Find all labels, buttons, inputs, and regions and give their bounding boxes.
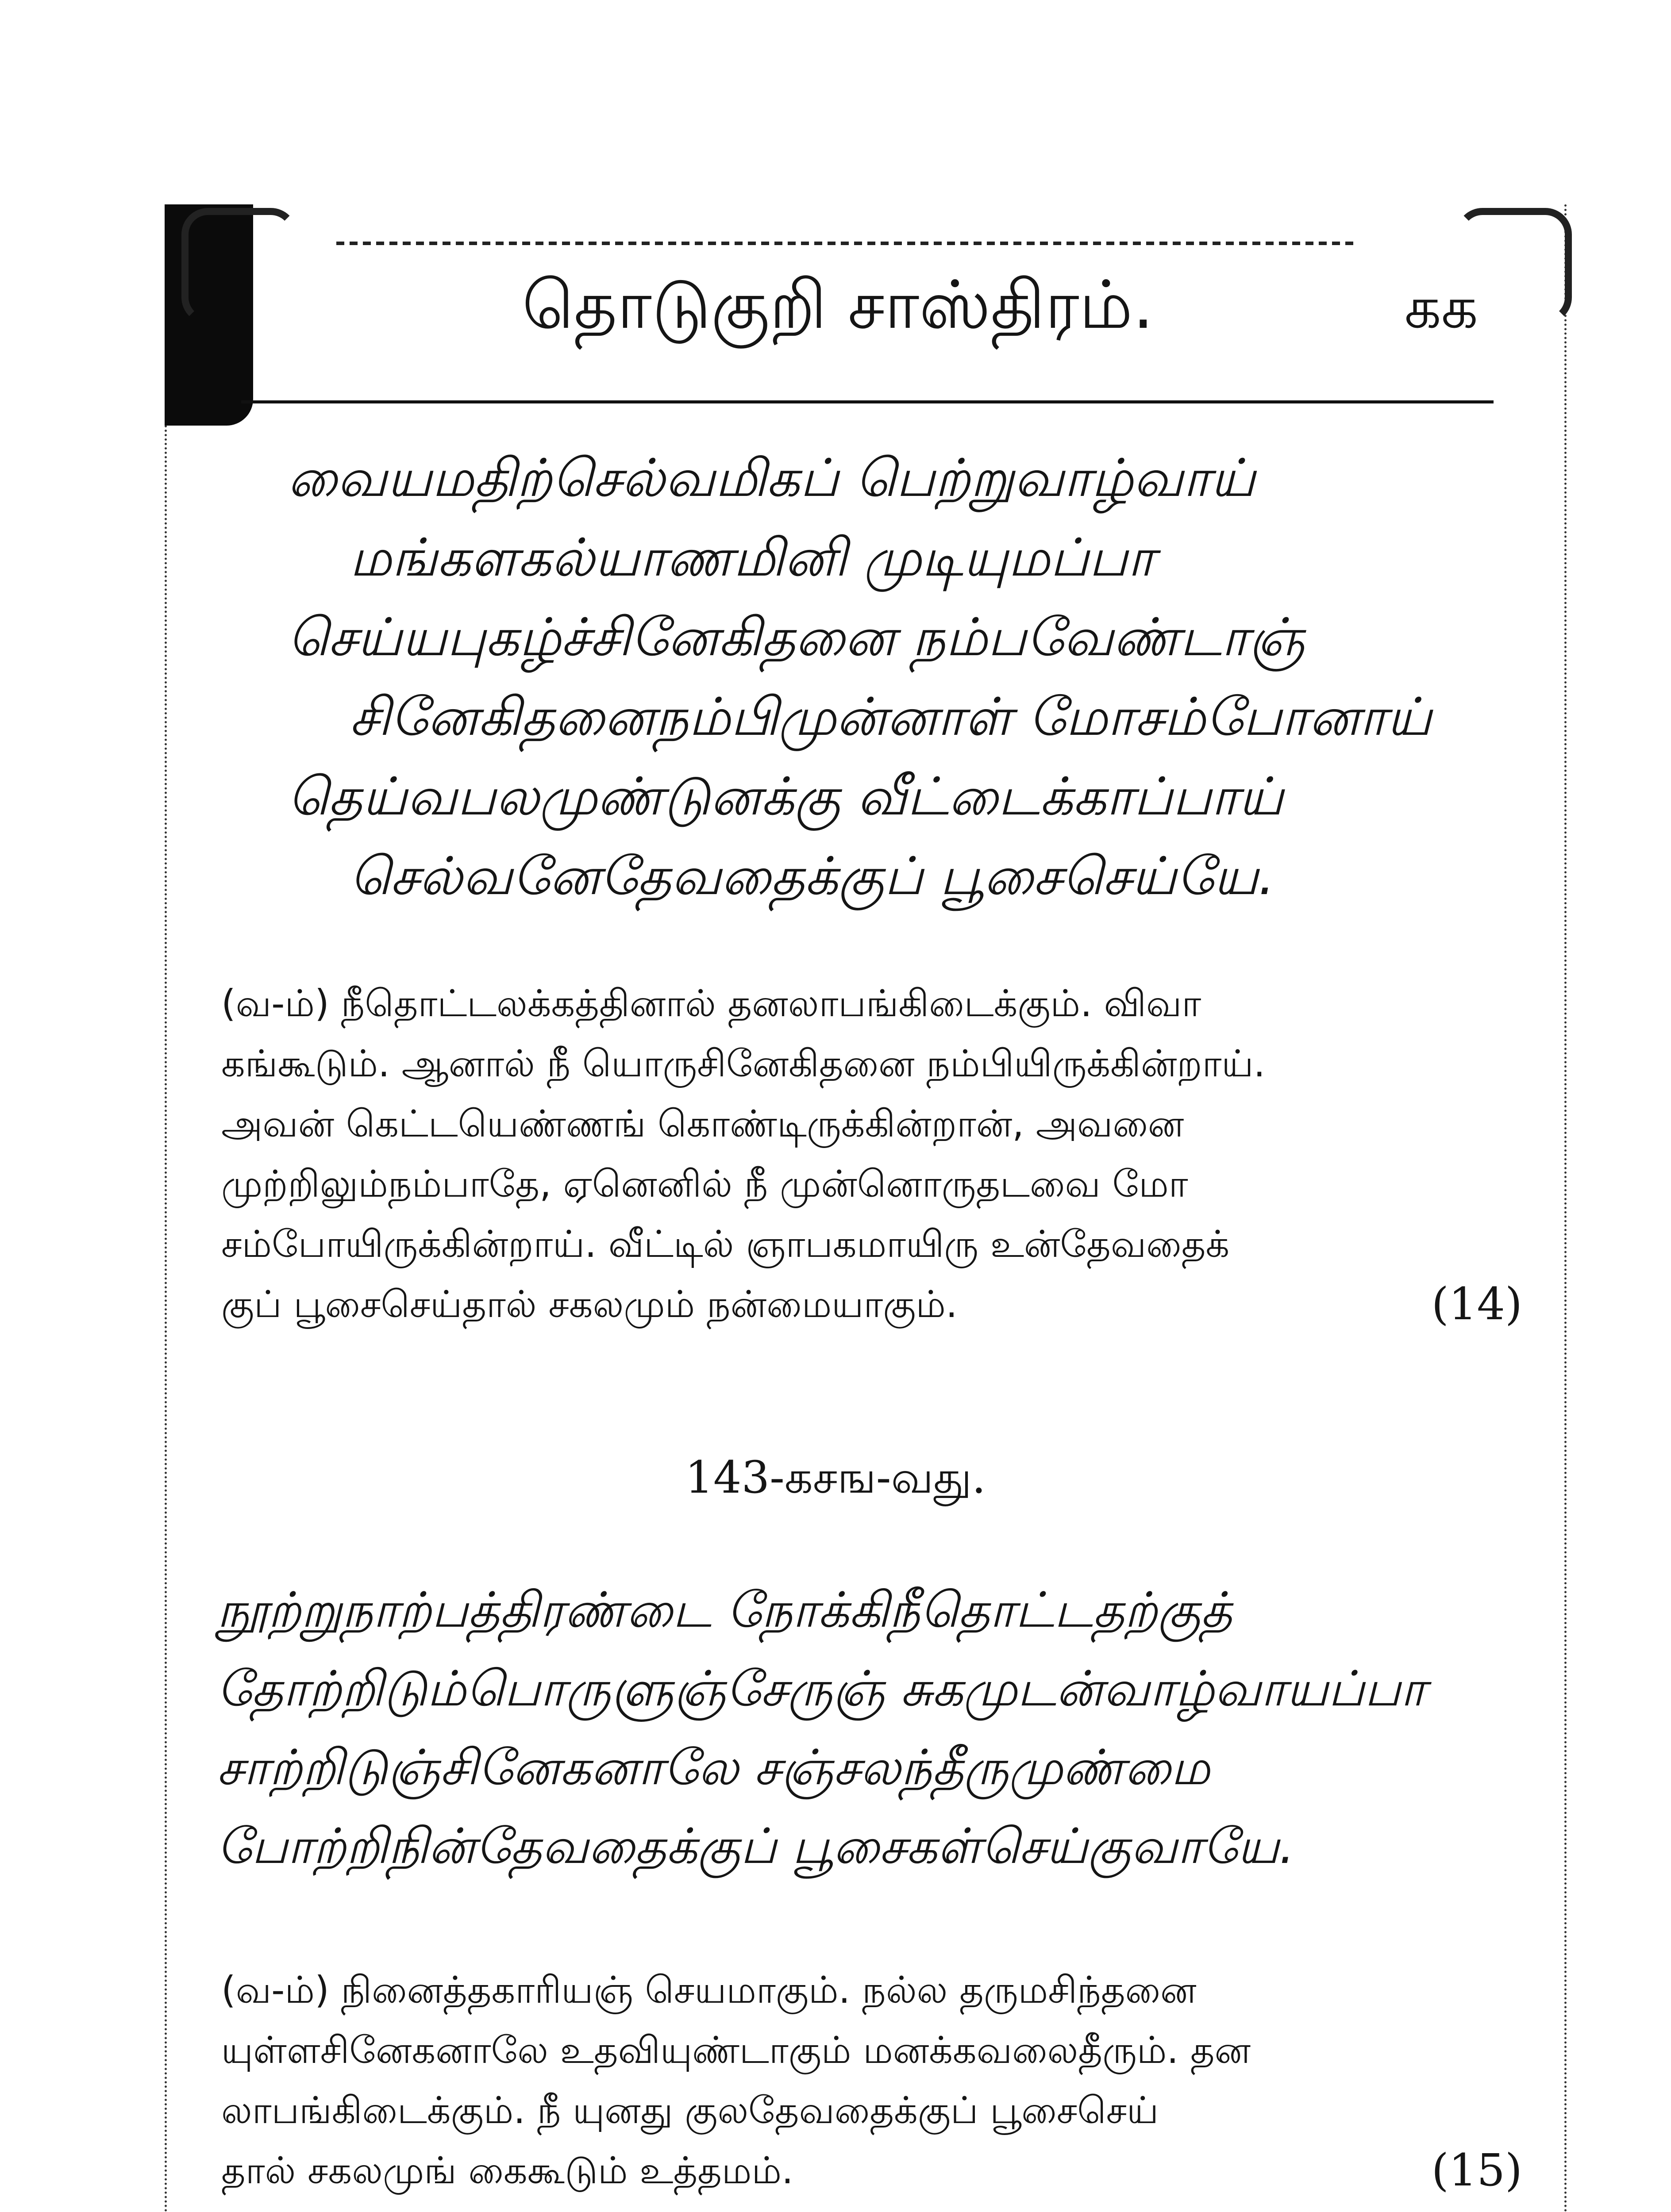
- commentary-line: கங்கூடும். ஆனால் நீ யொருசினேகிதனை நம்பியிருக்கின்றாய்.: [221, 1042, 1266, 1085]
- commentary-line: [221, 1274, 1522, 1334]
- commentary-line: அவன் கெட்டயெண்ணங் கொண்டிருக்கின்றான், அவனை: [221, 1102, 1184, 1145]
- verse-line: சினேகிதனைநம்பிமுன்னாள் மோசம்போனாய்: [350, 686, 1432, 747]
- verse-line: செய்யபுகழ்ச்சினேகிதனை நம்பவேண்டாஞ்: [288, 607, 1305, 668]
- verse-line: மங்களகல்யாணமினி முடியுமப்பா: [350, 527, 1155, 588]
- header-rule: [241, 400, 1494, 403]
- verse-line: தோற்றிடும்பொருளுஞ்சேருஞ் சுகமுடன்வாழ்வாயப்பா: [217, 1660, 1426, 1717]
- commentary-line: யுள்ளசினேகனாலே உதவியுண்டாகும் மனக்கவலைதீரும். தன: [221, 2028, 1251, 2072]
- commentary-line: [221, 2140, 1522, 2200]
- verse-reference: (15): [1431, 2144, 1522, 2196]
- verse-line: சாற்றிடுஞ்சினேகனாலே சஞ்சலந்தீருமுண்மை: [217, 1739, 1210, 1796]
- commentary-line: முற்றிலும்நம்பாதே, ஏனெனில் நீ முன்னொருதடவை மோ: [221, 1162, 1188, 1206]
- section-heading-143: 143-கசங-வது.: [685, 1452, 986, 1503]
- verse-line: செல்வனேதேவதைக்குப் பூசைசெய்யே.: [350, 845, 1275, 906]
- commentary-text: குப் பூசைசெய்தால் சகலமும் நன்மையாகும்.: [221, 1283, 958, 1326]
- commentary-1: [221, 973, 1522, 1334]
- verse-line: நூற்றுநாற்பத்திரண்டை நோக்கிநீதொட்டதற்குத்: [217, 1582, 1232, 1638]
- verse-reference: (14): [1431, 1278, 1522, 1330]
- page-header: [230, 248, 1527, 380]
- commentary-line: லாபங்கிடைக்கும். நீ யுனது குலதேவதைக்குப் பூசைசெய்: [221, 2089, 1159, 2132]
- page-title: தொடுகுறி சாஸ்திரம்.: [522, 267, 1154, 344]
- commentary-2: [221, 1960, 1522, 2200]
- page-number: கக: [1404, 274, 1478, 341]
- verse-1: [288, 438, 1432, 916]
- commentary-line: சம்போயிருக்கின்றாய். வீட்டில் ஞாபகமாயிரு உன்தேவதைக்: [221, 1222, 1230, 1266]
- commentary-line: (வ-ம்) நீதொட்டலக்கத்தினால் தனலாபங்கிடைக்கும். விவா: [221, 982, 1201, 1025]
- commentary-line: (வ-ம்) நினைத்தகாரியஞ் செயமாகும். நல்ல தருமசிந்தனை: [221, 1968, 1197, 2012]
- commentary-text: தால் சகலமுங் கைகூடும் உத்தமம்.: [221, 2149, 793, 2192]
- verse-line: போற்றிநின்தேவதைக்குப் பூசைகள்செய்குவாயே.: [217, 1818, 1295, 1874]
- verse-2: [217, 1571, 1426, 1886]
- verse-line: வையமதிற்செல்வமிகப் பெற்றுவாழ்வாய்: [288, 447, 1255, 508]
- verse-line: தெய்வபலமுண்டுனக்கு வீட்டைக்காப்பாய்: [288, 766, 1284, 827]
